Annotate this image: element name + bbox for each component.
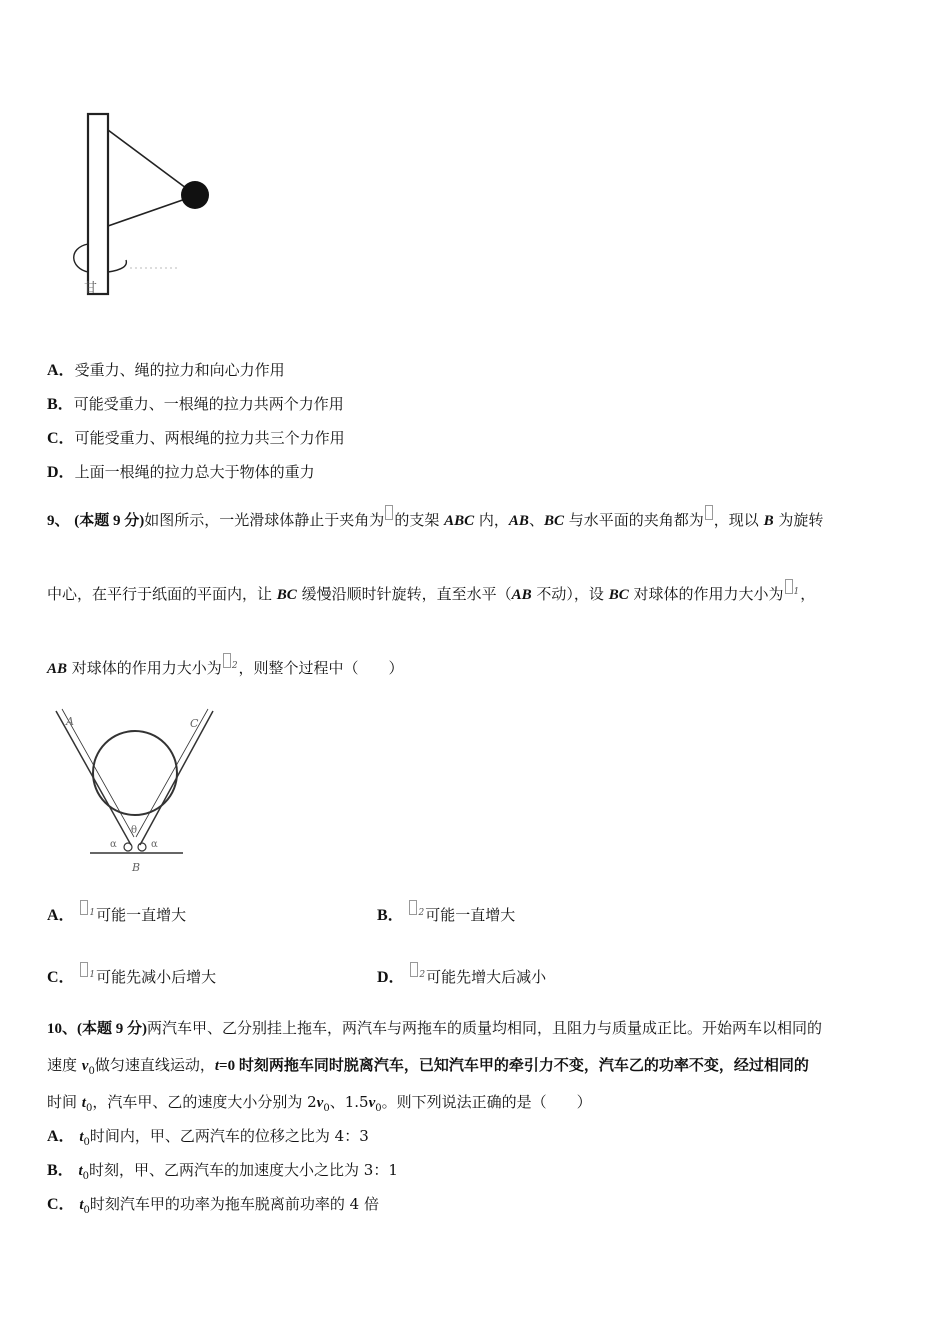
f2-placeholder-icon: [223, 653, 231, 668]
ball: [181, 181, 209, 209]
f1-placeholder-icon: [80, 962, 88, 977]
q10-option-b: B． $t_0$时刻，甲、乙两汽车的加速度大小之比为 3：1: [47, 1161, 398, 1182]
q9-option-d: D． $^2$可能先增大后减小: [377, 967, 546, 990]
pole: [88, 114, 108, 294]
rotation-arrow: [74, 244, 127, 272]
label-a: A: [66, 715, 74, 728]
figure-v-support: [48, 705, 238, 880]
upper-string: [108, 130, 194, 194]
q8-option-a: A．受重力、绳的拉力和向心力作用: [47, 361, 285, 379]
f2-placeholder-icon: [409, 900, 417, 915]
q10-stem-line1: 10、(本题 9 分)两汽车甲、乙分别挂上拖车，两汽车与两拖车的质量均相同，且阻力与质量成正比。开始两车以相同的: [47, 1019, 823, 1037]
label-alpha-right: α: [151, 839, 158, 850]
label-theta: θ: [131, 825, 138, 836]
lower-string: [108, 196, 194, 226]
sphere: [93, 731, 177, 815]
figure-pole-ball: [70, 108, 220, 298]
q8-option-b: B．可能受重力、一根绳的拉力共两个力作用: [47, 395, 344, 413]
q9-stem-line3: AB 对球体的作用力大小为 $^2$，则整个过程中（ ）: [47, 658, 404, 681]
q8-option-d: D．上面一根绳的拉力总大于物体的重力: [47, 463, 315, 481]
label-b: B: [132, 861, 141, 874]
alpha-placeholder-icon: [705, 505, 713, 520]
q9-option-b: B． $^2$可能一直增大: [377, 905, 515, 928]
q9-option-a: A． $^1$可能一直增大: [47, 905, 186, 928]
theta-placeholder-icon: [385, 505, 393, 520]
label-c: C: [190, 717, 199, 730]
q10-option-a: A． $t_0$时间内，甲、乙两汽车的位移之比为 4：3: [47, 1127, 369, 1148]
q10-stem-line3: 时间 $t_0$，汽车甲、乙的速度大小分别为 $2v_0$、$1.5v_0$。则下列说法正确的是（ ）: [47, 1093, 592, 1114]
f1-placeholder-icon: [80, 900, 88, 915]
label-alpha-left: α: [110, 839, 117, 850]
q10-option-c: C． $t_0$时刻汽车甲的功率为拖车脱离前功率的 4 倍: [47, 1195, 379, 1216]
q9-stem-line1: 9、 (本题 9 分)如图所示，一光滑球体静止于夹角为 的支架 ABC 内，AB、BC 与水平面的夹角都为 ，现以 B 为旋转: [47, 510, 823, 531]
pole-base-mark: 甘: [84, 281, 98, 296]
q9-option-c: C． $^1$可能先减小后增大: [47, 967, 216, 990]
f1-placeholder-icon: [785, 579, 793, 594]
q8-option-c: C．可能受重力、两根绳的拉力共三个力作用: [47, 429, 345, 447]
q10-stem-line2: 速度 $v_0$做匀速直线运动，t=0 时刻两拖车同时脱离汽车，已知汽车甲的牵引力不变，汽车乙的功率不变，经过相同的: [47, 1056, 809, 1077]
f2-placeholder-icon: [410, 962, 418, 977]
q9-stem-line2: 中心，在平行于纸面的平面内，让 BC 缓慢沿顺时针旋转，直至水平（AB 不动），设 BC 对球体的作用力大小为 $^1$，: [47, 584, 815, 607]
